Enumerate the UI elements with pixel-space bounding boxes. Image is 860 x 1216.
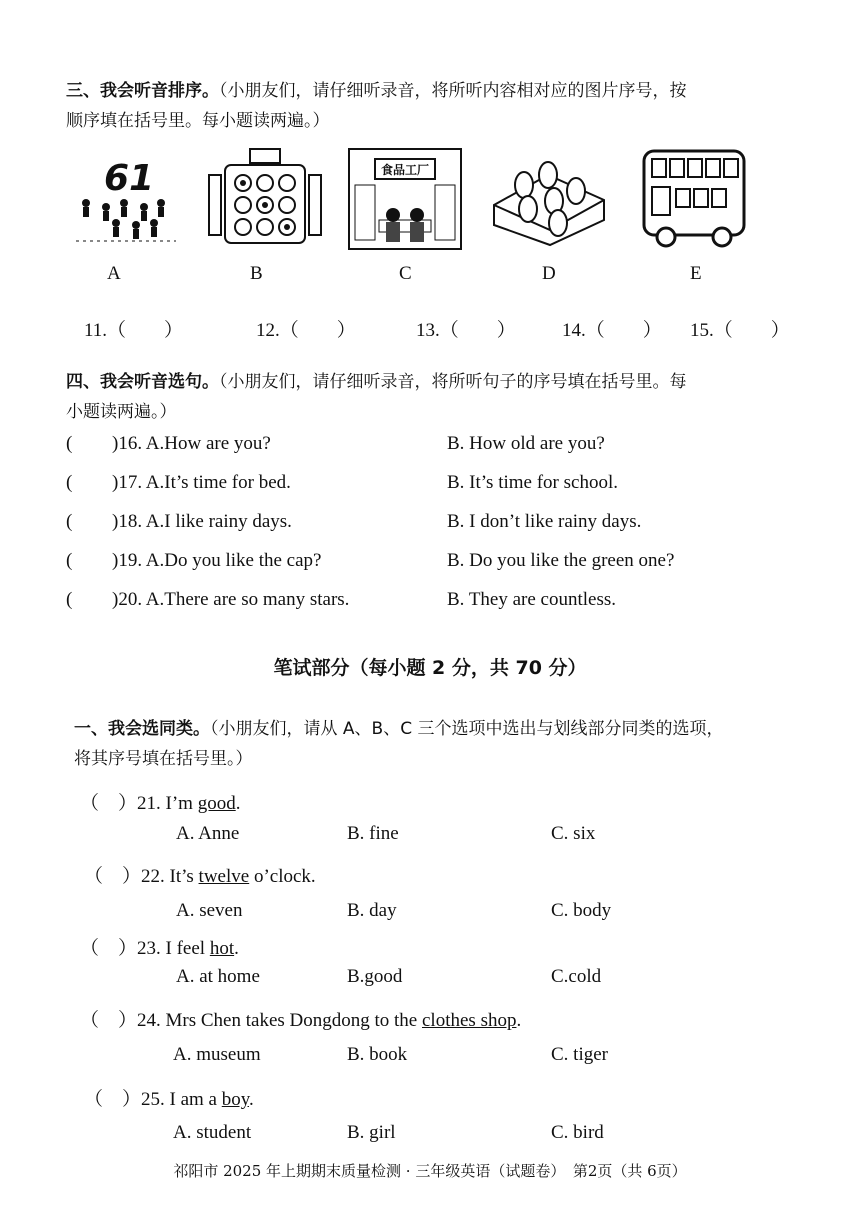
answer-paren[interactable]: （ ）	[80, 793, 138, 814]
question-stem: 25. I am a	[141, 1089, 222, 1110]
option-a: )16. A.How are you?	[112, 433, 271, 454]
question-22	[84, 861, 316, 888]
part1-instruction-2: 将其序号填在括号里。）	[74, 749, 253, 769]
option-b: B. book	[347, 1044, 408, 1065]
answer-paren[interactable]: (	[66, 550, 73, 571]
picture-letter-a: A	[107, 263, 121, 284]
page-footer: 祁阳市 2025 年上期期末质量检测 · 三年级英语（试题卷） 第2页（共 6页）	[173, 1162, 687, 1180]
section4-heading-block	[66, 367, 806, 427]
answer-blank-15[interactable]: 15.（ ）	[690, 320, 790, 341]
listening-item-19	[66, 550, 826, 578]
children-day-61-icon	[66, 145, 186, 255]
answer-paren[interactable]: (	[66, 511, 73, 532]
option-a: A. museum	[173, 1044, 261, 1065]
answer-paren[interactable]: (	[66, 589, 73, 610]
picture-letter-e: E	[690, 263, 702, 284]
question-stem: 21. I’m	[137, 793, 198, 814]
option-b: B. Do you like the green one?	[447, 550, 675, 571]
picture-letter-c: C	[399, 263, 412, 284]
question-end: .	[234, 938, 239, 959]
answer-paren[interactable]: （ ）	[80, 1010, 138, 1031]
option-b: B. fine	[347, 823, 399, 844]
listening-item-20	[66, 589, 826, 617]
question-stem: 24. Mrs Chen takes Dongdong to the	[137, 1010, 422, 1031]
option-a: A. at home	[176, 966, 260, 987]
option-b: B.good	[347, 966, 403, 987]
underlined-word: boy	[221, 1089, 250, 1110]
section4-heading: 四、我会听音选句。	[66, 372, 219, 392]
part1-instruction-1: （小朋友们，请从 A、B、C 三个选项中选出与划线部分同类的选项，	[210, 719, 724, 739]
option-a: A. Anne	[176, 823, 240, 844]
egg-carton-icon	[488, 145, 608, 255]
picture-a-text: 61	[104, 158, 155, 199]
option-a: )17. A.It’s time for bed.	[112, 472, 291, 493]
question-end: .	[516, 1010, 522, 1031]
underlined-word: clothes shop	[422, 1010, 517, 1031]
option-a: )18. A.I like rainy days.	[112, 511, 292, 532]
written-section-title: 笔试部分（每小题 2 分，共 70 分）	[273, 657, 587, 679]
section4-instruction-2: 小题读两遍。）	[66, 402, 177, 422]
section3-instruction-2: 顺序填在括号里。每小题读两遍。）	[66, 111, 330, 131]
option-c: C.cold	[551, 966, 602, 987]
question-stem: 23. I feel	[137, 938, 210, 959]
option-b: B. girl	[347, 1122, 396, 1143]
option-b: B. How old are you?	[447, 433, 605, 454]
question-end: .	[235, 793, 241, 814]
answer-paren[interactable]: （ ）	[84, 1089, 142, 1110]
listening-item-18	[66, 511, 826, 539]
listening-item-17	[66, 472, 826, 500]
option-a: )20. A.There are so many stars.	[112, 589, 350, 610]
option-b: B. It’s time for school.	[447, 472, 618, 493]
option-b: B. I don’t like rainy days.	[447, 511, 642, 532]
answer-blank-12[interactable]: 12.（ ）	[256, 320, 356, 341]
listening-item-16	[66, 433, 826, 461]
answer-blank-11[interactable]: 11.（ ）	[84, 320, 184, 341]
section3-instruction-1: （小朋友们，请仔细听录音，将所听内容相对应的图片序号，按	[219, 81, 687, 101]
section4-instruction-1: （小朋友们，请仔细听录音，将所听句子的序号填在括号里。每	[219, 372, 687, 392]
food-factory-icon	[345, 145, 465, 255]
part1-heading: 一、我会选同类。	[74, 719, 210, 739]
option-c: C. body	[551, 900, 612, 921]
option-a: A. seven	[176, 900, 243, 921]
answer-paren[interactable]: (	[66, 472, 73, 493]
option-a: )19. A.Do you like the cap?	[112, 550, 322, 571]
answer-blank-13[interactable]: 13.（ ）	[416, 320, 516, 341]
question-24	[80, 1005, 521, 1032]
question-21	[80, 788, 240, 815]
answer-blank-14[interactable]: 14.（ ）	[562, 320, 662, 341]
section3-heading: 三、我会听音排序。	[66, 81, 219, 101]
bus-icon	[636, 145, 756, 255]
question-25	[84, 1084, 254, 1111]
option-b: B. They are countless.	[447, 589, 617, 610]
underlined-word: good	[197, 793, 236, 814]
picture-letter-d: D	[542, 263, 556, 284]
part1-heading-block	[74, 714, 814, 774]
question-23	[80, 933, 239, 960]
question-end: o’clock.	[249, 866, 316, 887]
section3-heading-block	[66, 76, 806, 136]
picture-c-text: 食品工厂	[380, 163, 430, 177]
underlined-word: twelve	[198, 866, 250, 887]
option-c: C. bird	[551, 1122, 604, 1143]
option-b: B. day	[347, 900, 397, 921]
answer-paren[interactable]: (	[66, 433, 73, 454]
question-stem: 22. It’s	[141, 866, 199, 887]
option-c: C. tiger	[551, 1044, 608, 1065]
dinner-table-icon	[205, 145, 325, 255]
option-c: C. six	[551, 823, 596, 844]
answer-paren[interactable]: （ ）	[80, 938, 138, 959]
option-a: A. student	[173, 1122, 252, 1143]
answer-paren[interactable]: （ ）	[84, 866, 142, 887]
question-end: .	[249, 1089, 254, 1110]
underlined-word: hot	[209, 938, 235, 959]
picture-letter-b: B	[250, 263, 263, 284]
